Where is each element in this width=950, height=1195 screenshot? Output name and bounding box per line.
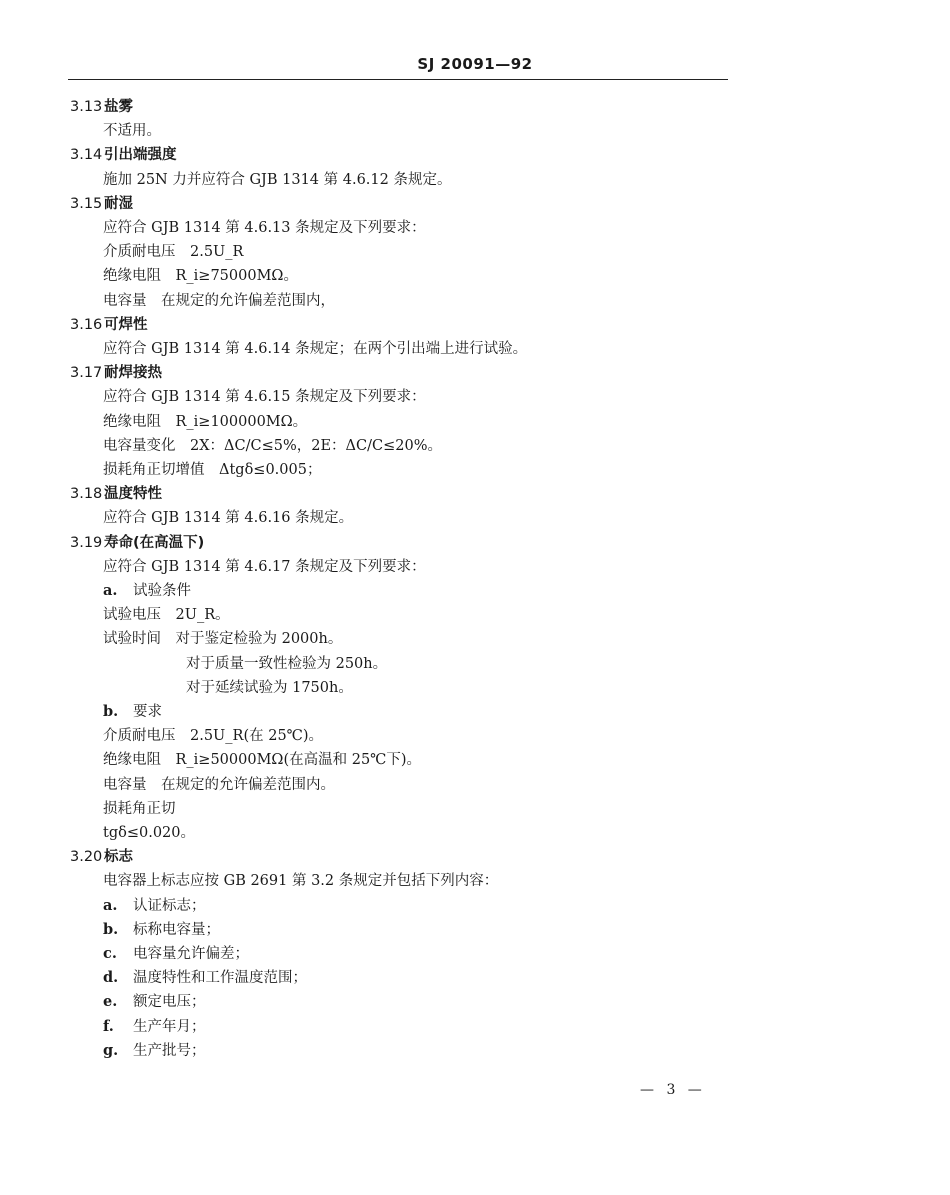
body-text-line: 应符合 GJB 1314 第 4.6.14 条规定；在两个引出端上进行试验。 [103, 341, 528, 357]
section-number: 3.17 [70, 365, 103, 382]
body-text-line: 电容量 在规定的允许偏差范围内。 [103, 776, 335, 793]
list-item-text: 额定电压； [133, 994, 206, 1011]
list-item-label: b. [103, 703, 119, 720]
list-item-text: 标称电容量； [133, 921, 220, 938]
section-title: 温度特性 [104, 486, 162, 503]
section-number: 3.18 [70, 486, 103, 503]
section-heading [70, 95, 133, 119]
section-heading [70, 531, 204, 555]
body-text-line: 绝缘电阻 R_i≥50000MΩ(在高温和 25℃下)。 [103, 752, 422, 769]
body-text-line: 损耗角正切增值 Δtgδ≤0.005； [103, 462, 322, 478]
body-text-line: 介质耐电压 2.5U_R [103, 244, 244, 261]
body-text-line: 损耗角正切 [103, 800, 176, 817]
list-item-label: c. [103, 945, 117, 962]
list-item-label: a. [103, 582, 118, 599]
header-rule [68, 79, 728, 80]
body-text-line: 试验时间 对于鉴定检验为 2000h。 [103, 631, 343, 648]
list-item-text: 电容量允许偏差； [133, 946, 249, 962]
section-number: 3.14 [70, 147, 103, 164]
list-item [103, 918, 220, 942]
section-title: 可焊性 [104, 316, 148, 333]
list-item-label: g. [103, 1041, 119, 1059]
list-item-label: f. [103, 1017, 114, 1035]
list-item [103, 579, 191, 603]
list-item-label: e. [103, 993, 118, 1011]
section-heading [70, 845, 133, 869]
body-text-line: 应符合 GJB 1314 第 4.6.13 条规定及下列要求： [103, 220, 426, 236]
list-item-label: b. [103, 920, 119, 938]
body-text-line: 不适用。 [103, 123, 161, 140]
section-number: 3.16 [70, 316, 103, 333]
list-item-text: 温度特性和工作温度范围； [133, 970, 307, 987]
section-heading [70, 192, 133, 216]
list-item-text: 生产批号； [133, 1042, 206, 1059]
body-text-line: tgδ≤0.020。 [103, 825, 195, 841]
section-number: 3.15 [70, 195, 103, 212]
list-item [103, 894, 206, 918]
body-text-line: 电容量 在规定的允许偏差范围内， [103, 292, 335, 309]
body-text-line: 应符合 GJB 1314 第 4.6.15 条规定及下列要求： [103, 389, 426, 406]
body-text-line: 试验电压 2U_R。 [103, 607, 230, 624]
section-title: 耐焊接热 [104, 365, 162, 382]
section-title: 盐雾 [104, 99, 133, 115]
section-number: 3.20 [70, 849, 103, 866]
body-text-line: 对于质量一致性检验为 250h。 [186, 655, 388, 672]
list-item [103, 966, 307, 990]
list-item [103, 990, 206, 1014]
section-heading [70, 482, 162, 506]
section-heading [70, 361, 162, 385]
standard-code: SJ 20091—92 [417, 55, 533, 73]
body-text-line: 应符合 GJB 1314 第 4.6.16 条规定。 [103, 510, 354, 527]
section-title: 寿命(在高温下) [104, 534, 205, 551]
list-item-label: a. [103, 896, 118, 914]
list-item [103, 942, 249, 966]
list-item-text: 试验条件 [133, 583, 191, 599]
body-text-line: 电容量变化 2X：ΔC/C≤5%，2E：ΔC/C≤20%。 [103, 437, 442, 454]
list-item-text: 认证标志； [133, 897, 206, 914]
section-number: 3.19 [70, 534, 103, 551]
list-item [103, 700, 162, 724]
body-text-line: 对于延续试验为 1750h。 [186, 679, 353, 696]
list-item-text: 生产年月； [133, 1018, 206, 1035]
body-text-line: 应符合 GJB 1314 第 4.6.17 条规定及下列要求： [103, 558, 426, 575]
section-heading [70, 313, 148, 337]
section-title: 引出端强度 [104, 147, 177, 164]
body-text-line: 介质耐电压 2.5U_R(在 25℃)。 [103, 728, 324, 745]
section-heading [70, 143, 177, 167]
list-item [103, 1039, 206, 1063]
section-title: 耐湿 [104, 195, 133, 212]
list-item-label: d. [103, 969, 119, 987]
body-text-line: 施加 25N 力并应符合 GJB 1314 第 4.6.12 条规定。 [103, 171, 452, 188]
body-text-line: 绝缘电阻 R_i≥75000MΩ。 [103, 268, 298, 285]
section-title: 标志 [104, 849, 133, 866]
page-number: — 3 — [640, 1082, 706, 1098]
body-text-line: 绝缘电阻 R_i≥100000MΩ。 [103, 413, 308, 430]
list-item [103, 1015, 206, 1039]
list-item-text: 要求 [133, 704, 162, 720]
body-text-line: 电容器上标志应按 GB 2691 第 3.2 条规定并包括下列内容： [103, 873, 499, 890]
section-number: 3.13 [70, 99, 103, 115]
